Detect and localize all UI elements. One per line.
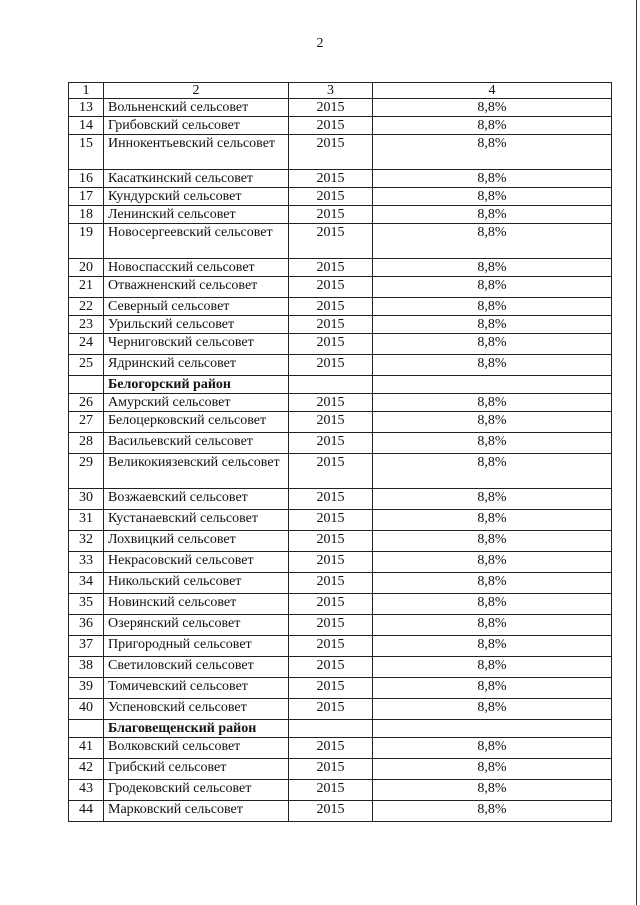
- council-name: Ленинский сельсовет: [104, 206, 289, 224]
- year-cell: 2015: [289, 259, 373, 277]
- percent-cell: 8,8%: [373, 206, 612, 224]
- row-number: 27: [69, 412, 104, 433]
- percent-cell: 8,8%: [373, 678, 612, 699]
- council-name: Васильевский сельсовет: [104, 433, 289, 454]
- table-row: [69, 117, 612, 135]
- council-name: Черниговский сельсовет: [104, 334, 289, 355]
- row-number: 13: [69, 99, 104, 117]
- row-number: 29: [69, 454, 104, 489]
- row-number: 31: [69, 510, 104, 531]
- council-name: Марковский сельсовет: [104, 801, 289, 822]
- year-cell: 2015: [289, 394, 373, 412]
- percent-cell: 8,8%: [373, 510, 612, 531]
- table-row: [69, 759, 612, 780]
- year-cell: 2015: [289, 594, 373, 615]
- year-cell: 2015: [289, 759, 373, 780]
- council-name: Грибовский сельсовет: [104, 117, 289, 135]
- council-name: Озерянский сельсовет: [104, 615, 289, 636]
- year-cell: [289, 376, 373, 394]
- year-cell: 2015: [289, 552, 373, 573]
- year-cell: 2015: [289, 188, 373, 206]
- percent-cell: 8,8%: [373, 573, 612, 594]
- table-row: [69, 99, 612, 117]
- row-number: 36: [69, 615, 104, 636]
- percent-cell: 8,8%: [373, 135, 612, 170]
- table-body: [69, 99, 612, 822]
- district-name: Благовещенский район: [104, 720, 289, 738]
- council-name: Новинский сельсовет: [104, 594, 289, 615]
- table-row: [69, 188, 612, 206]
- row-number: 37: [69, 636, 104, 657]
- row-number: 24: [69, 334, 104, 355]
- row-number: 30: [69, 489, 104, 510]
- row-number: 16: [69, 170, 104, 188]
- table-row: [69, 573, 612, 594]
- row-number: 25: [69, 355, 104, 376]
- row-number: 23: [69, 316, 104, 334]
- table-row: [69, 780, 612, 801]
- year-cell: 2015: [289, 224, 373, 259]
- table-row: [69, 316, 612, 334]
- table-row: [69, 355, 612, 376]
- row-number: [69, 720, 104, 738]
- table-row: [69, 594, 612, 615]
- council-name: Томичевский сельсовет: [104, 678, 289, 699]
- council-name: Кундурский сельсовет: [104, 188, 289, 206]
- row-number: 33: [69, 552, 104, 573]
- percent-cell: 8,8%: [373, 170, 612, 188]
- table-row: [69, 510, 612, 531]
- percent-cell: 8,8%: [373, 316, 612, 334]
- row-number: 34: [69, 573, 104, 594]
- percent-cell: 8,8%: [373, 636, 612, 657]
- table-row: [69, 135, 612, 170]
- percent-cell: 8,8%: [373, 594, 612, 615]
- header-cell-4: 4: [373, 83, 612, 99]
- table-row: [69, 334, 612, 355]
- percent-cell: 8,8%: [373, 531, 612, 552]
- council-name: Никольский сельсовет: [104, 573, 289, 594]
- percent-cell: 8,8%: [373, 117, 612, 135]
- year-cell: 2015: [289, 355, 373, 376]
- year-cell: 2015: [289, 433, 373, 454]
- table-row: [69, 636, 612, 657]
- council-name: Отважненский сельсовет: [104, 277, 289, 298]
- year-cell: 2015: [289, 573, 373, 594]
- council-name: Успеновский сельсовет: [104, 699, 289, 720]
- percent-cell: 8,8%: [373, 355, 612, 376]
- table-row: [69, 224, 612, 259]
- year-cell: 2015: [289, 738, 373, 759]
- table-row: [69, 657, 612, 678]
- table-header-row: [69, 83, 612, 99]
- year-cell: 2015: [289, 170, 373, 188]
- percent-cell: 8,8%: [373, 259, 612, 277]
- year-cell: 2015: [289, 206, 373, 224]
- table-row: [69, 394, 612, 412]
- table-row: [69, 454, 612, 489]
- percent-cell: 8,8%: [373, 615, 612, 636]
- council-name: Новосергеевский сельсовет: [104, 224, 289, 259]
- table-row: [69, 678, 612, 699]
- section-row: [69, 376, 612, 394]
- year-cell: 2015: [289, 117, 373, 135]
- council-name: Грибский сельсовет: [104, 759, 289, 780]
- percent-cell: 8,8%: [373, 699, 612, 720]
- data-table: [68, 82, 612, 822]
- year-cell: 2015: [289, 277, 373, 298]
- council-name: Возжаевский сельсовет: [104, 489, 289, 510]
- row-number: 42: [69, 759, 104, 780]
- year-cell: 2015: [289, 510, 373, 531]
- council-name: Белоцерковский сельсовет: [104, 412, 289, 433]
- percent-cell: 8,8%: [373, 334, 612, 355]
- year-cell: 2015: [289, 454, 373, 489]
- percent-cell: 8,8%: [373, 277, 612, 298]
- percent-cell: 8,8%: [373, 759, 612, 780]
- council-name: Иннокентьевский сельсовет: [104, 135, 289, 170]
- section-row: [69, 720, 612, 738]
- row-number: 41: [69, 738, 104, 759]
- year-cell: 2015: [289, 99, 373, 117]
- table-row: [69, 412, 612, 433]
- council-name: Вольненский сельсовет: [104, 99, 289, 117]
- council-name: Пригородный сельсовет: [104, 636, 289, 657]
- year-cell: 2015: [289, 135, 373, 170]
- council-name: Амурский сельсовет: [104, 394, 289, 412]
- table-row: [69, 552, 612, 573]
- percent-cell: 8,8%: [373, 454, 612, 489]
- percent-cell: 8,8%: [373, 801, 612, 822]
- council-name: Волковский сельсовет: [104, 738, 289, 759]
- percent-cell: 8,8%: [373, 657, 612, 678]
- header-cell-2: 2: [104, 83, 289, 99]
- row-number: 15: [69, 135, 104, 170]
- percent-cell: 8,8%: [373, 412, 612, 433]
- table-row: [69, 531, 612, 552]
- percent-cell: 8,8%: [373, 738, 612, 759]
- year-cell: 2015: [289, 615, 373, 636]
- percent-cell: 8,8%: [373, 780, 612, 801]
- year-cell: 2015: [289, 657, 373, 678]
- percent-cell: 8,8%: [373, 552, 612, 573]
- percent-cell: 8,8%: [373, 188, 612, 206]
- row-number: [69, 376, 104, 394]
- year-cell: 2015: [289, 334, 373, 355]
- table-row: [69, 298, 612, 316]
- table-row: [69, 170, 612, 188]
- council-name: Гродековский сельсовет: [104, 780, 289, 801]
- page-number: 2: [316, 36, 324, 51]
- council-name: Ядринский сельсовет: [104, 355, 289, 376]
- row-number: 40: [69, 699, 104, 720]
- year-cell: 2015: [289, 636, 373, 657]
- year-cell: 2015: [289, 298, 373, 316]
- council-name: Великокиязевский сельсовет: [104, 454, 289, 489]
- row-number: 26: [69, 394, 104, 412]
- council-name: Северный сельсовет: [104, 298, 289, 316]
- year-cell: 2015: [289, 801, 373, 822]
- header-cell-3: 3: [289, 83, 373, 99]
- row-number: 14: [69, 117, 104, 135]
- row-number: 43: [69, 780, 104, 801]
- percent-cell: 8,8%: [373, 99, 612, 117]
- year-cell: 2015: [289, 780, 373, 801]
- percent-cell: [373, 376, 612, 394]
- row-number: 17: [69, 188, 104, 206]
- table-row: [69, 259, 612, 277]
- row-number: 21: [69, 277, 104, 298]
- year-cell: 2015: [289, 316, 373, 334]
- percent-cell: [373, 720, 612, 738]
- row-number: 28: [69, 433, 104, 454]
- table-row: [69, 699, 612, 720]
- table-row: [69, 277, 612, 298]
- table-row: [69, 206, 612, 224]
- year-cell: 2015: [289, 531, 373, 552]
- council-name: Урильский сельсовет: [104, 316, 289, 334]
- percent-cell: 8,8%: [373, 224, 612, 259]
- percent-cell: 8,8%: [373, 489, 612, 510]
- council-name: Касаткинский сельсовет: [104, 170, 289, 188]
- table-row: [69, 738, 612, 759]
- council-name: Светиловский сельсовет: [104, 657, 289, 678]
- percent-cell: 8,8%: [373, 394, 612, 412]
- table-row: [69, 489, 612, 510]
- row-number: 19: [69, 224, 104, 259]
- year-cell: [289, 720, 373, 738]
- row-number: 32: [69, 531, 104, 552]
- year-cell: 2015: [289, 699, 373, 720]
- table-row: [69, 433, 612, 454]
- year-cell: 2015: [289, 412, 373, 433]
- table-row: [69, 615, 612, 636]
- row-number: 18: [69, 206, 104, 224]
- percent-cell: 8,8%: [373, 298, 612, 316]
- row-number: 44: [69, 801, 104, 822]
- table-row: [69, 801, 612, 822]
- row-number: 20: [69, 259, 104, 277]
- council-name: Лохвицкий сельсовет: [104, 531, 289, 552]
- row-number: 22: [69, 298, 104, 316]
- year-cell: 2015: [289, 489, 373, 510]
- row-number: 39: [69, 678, 104, 699]
- council-name: Некрасовский сельсовет: [104, 552, 289, 573]
- year-cell: 2015: [289, 678, 373, 699]
- page-edge-line: [636, 0, 637, 905]
- council-name: Кустанаевский сельсовет: [104, 510, 289, 531]
- district-name: Белогорский район: [104, 376, 289, 394]
- row-number: 38: [69, 657, 104, 678]
- percent-cell: 8,8%: [373, 433, 612, 454]
- row-number: 35: [69, 594, 104, 615]
- header-cell-1: 1: [69, 83, 104, 99]
- council-name: Новоспасский сельсовет: [104, 259, 289, 277]
